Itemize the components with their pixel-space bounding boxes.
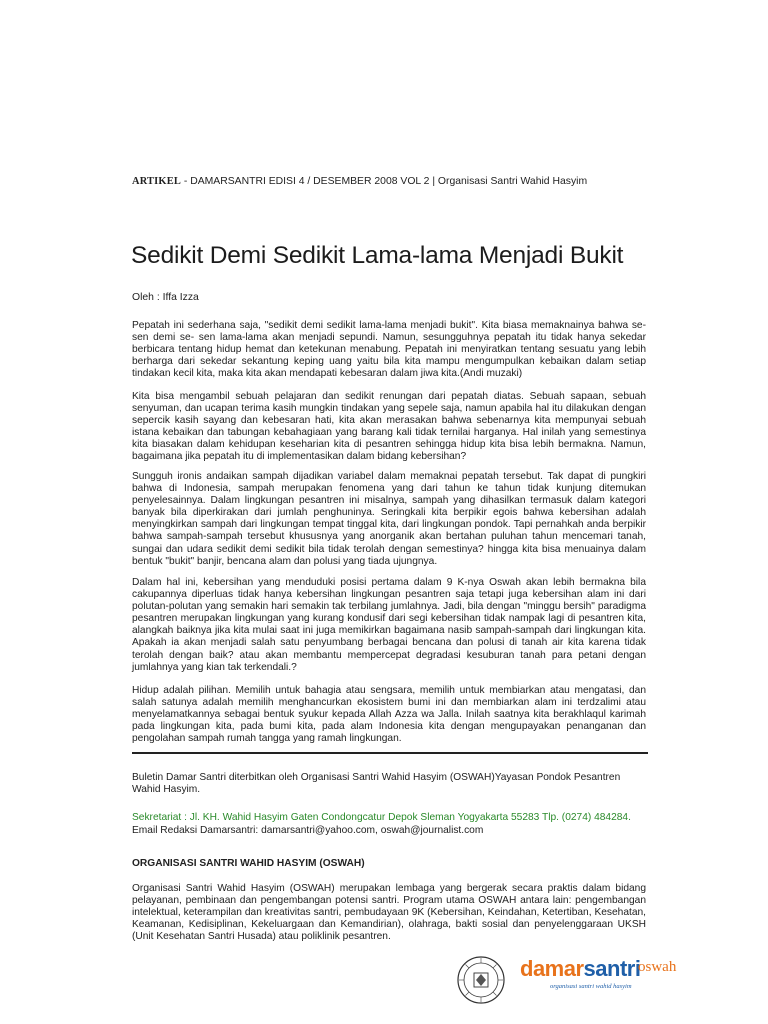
issue-info: - DAMARSANTRI EDISI 4 / DESEMBER 2008 VOL 2 | Organisasi Santri Wahid Hasyim (180, 176, 588, 187)
secretariat-address: Sekretariat : Jl. KH. Wahid Hasyim Gaten Condongcatur Depok Sleman Yogyakarta 55283 Tlp. (0274) 484284. (132, 812, 631, 823)
logo-wordmark-left: damar (520, 956, 584, 981)
organization-description: Organisasi Santri Wahid Hasyim (OSWAH) merupakan lembaga yang bergerak secara praktis dalam bidang pelayanan, pembinaan dan pengembangan potensi santri. Program utama OSWAH antara lain: pengembangan intelektual, keterampilan dan kreativitas santri, pembudayaan 9K (Kebersihan, Keindahan, Ketertiban, Kesehatan, Keamanan, Kedisiplinan, Kekeluargaan dan Kemandirian), olahraga, bakti sosial dan penyelenggaraan UKSH (Unit Kesehatan Santri Husada) atau poliklinik pesantren. (132, 883, 646, 943)
article-paragraph: Pepatah ini sederhana saja, "sedikit demi sedikit lama-lama menjadi bukit". Kita biasa memaknainya bahwa se-sen demi se- sen lama-lama akan menjadi sepundi. Namun, sesungguhnya pepatah itu tidak hanya sekedar berbicara tentang hidup hemat dan ketekunan menabung. Pepatah ini menyiratkan tentang sesuatu yang lebih berharga dari sekedar sekantung keping uang yaitu bila kita mampu mengumpulkan kebaikan dalam setiap tindakan kecil kita, maka kita akan mendapati kebesaran dalam jiwa kita.(Andi muzaki) (132, 320, 646, 380)
section-kicker: ARTIKEL (132, 176, 181, 187)
logo-side-text: oswah (638, 959, 677, 975)
article-paragraph: Hidup adalah pilihan. Memilih untuk bahagia atau sengsara, memilih untuk membiarkan atau mengatasi, dan salah satunya adalah memilih menghancurkan ekosistem bumi ini dan membiarkan alam ini terdzalimi atau menyelamatkannya sebagai bentuk syukur kepada Allah Azza wa Jalla. Inilah saatnya kita berakhlaqul karimah pada lingkungan kita, pada bumi kita, pada alam Indonesia kita dengan mengupayakan penanganan dan pengolahan sampah rumah tangga yang ramah lingkungan. (132, 685, 646, 745)
editorial-email: Email Redaksi Damarsantri: damarsantri@yahoo.com, oswah@journalist.com (132, 825, 484, 836)
organization-seal-icon (456, 955, 506, 1005)
article-title: Sedikit Demi Sedikit Lama-lama Menjadi Bukit (131, 242, 624, 269)
section-divider (132, 752, 648, 754)
logo-wordmark (520, 956, 640, 982)
organization-heading: ORGANISASI SANTRI WAHID HASYIM (OSWAH) (132, 858, 365, 869)
article-paragraph: Kita bisa mengambil sebuah pelajaran dan sedikit renungan dari pepatah diatas. Sebuah sapaan, sebuah senyuman, dan ucapan terima kasih mungkin tindakan yang sepele saja, namun apabila hal itu dilakukan dengan sepercik kasih sayang dan kebesaran hati, kita akan merasakan bahwa sebenarnya kita mempunyai sebuah istana kebaikan dan tabungan kebahagiaan yang barang kali tidak ternilai harganya. Hal inilah yang semestinya kita biasakan dalam kehidupan keseharian kita di pesantren sehingga hidup kita bisa lebih bermakna. Namun, bagaimana jika pepatah itu di implementasikan dalam bidang kebersihan? (132, 391, 646, 463)
logo-tagline: organisasi santri wahid hasyim (550, 983, 632, 990)
publisher-note: Buletin Damar Santri diterbitkan oleh Organisasi Santri Wahid Hasyim (OSWAH)Yayasan Pondok Pesantren Wahid Hasyim. (132, 772, 621, 796)
damarsantri-logo (520, 956, 690, 1006)
article-paragraph: Sungguh ironis andaikan sampah dijadikan variabel dalam memaknai pepatah tersebut. Tak dapat di pungkiri bahwa di Indonesia, sampah merupakan fenomena yang dari tahun ke tahun tidak kunjung ditemukan penyelesainnya. Dalam lingkungan pesantren ini misalnya, sampah yang dihasilkan termasuk dalam kategori banyak bila diperkirakan dari jumlah penghuninya. Seringkali kita berpikir egois bahwa kebersihan adalah menyingkirkan sampah dari lingkungan tempat tinggal kita, dari lingkungan pondok. Tapi pernahkah anda berpikir bahwa sampah-sampah tersebut khususnya yang anorganik akan bertahan puluhan tahun mencemari tanah, sungai dan udara sedikit demi sedikit bila tidak terolah dengan semestinya? hingga kita bisa menuainya dalam bentuk "bukit" banjir, bencana alam dan polusi yang tiada ujungnya. (132, 471, 646, 567)
article-byline: Oleh : Iffa Izza (132, 292, 199, 303)
issue-header (132, 176, 587, 187)
logo-wordmark-right: santri (583, 956, 641, 981)
article-paragraph: Dalam hal ini, kebersihan yang menduduki posisi pertama dalam 9 K-nya Oswah akan lebih bermakna bila cakupannya diperluas tidak hanya kebersihan lingkungan pesantren saja tetapi juga kebersihan alam ini dari polutan-polutan yang semakin hari semakin tak terbilang jumlahnya. Jadi, bila dengan "minggu bersih" paradigma pesantren merupakan lingkungan yang kurang kondusif dari segi kebersihan tidak nampak lagi di pesantren kita, alangkah baiknya jika kita mulai saat ini juga memikirkan bagaimana nasib sampah-sampah dari lingkungan kita. Apakah ia akan menjadi salah satu penyumbang berbagai bencana dan polusi di tanah air kita karena tidak terolah dengan baik? atau akan membantu mempercepat degradasi kesuburan tanah para petani dengan jumlahnya yang kian tak terkendali.? (132, 577, 646, 673)
